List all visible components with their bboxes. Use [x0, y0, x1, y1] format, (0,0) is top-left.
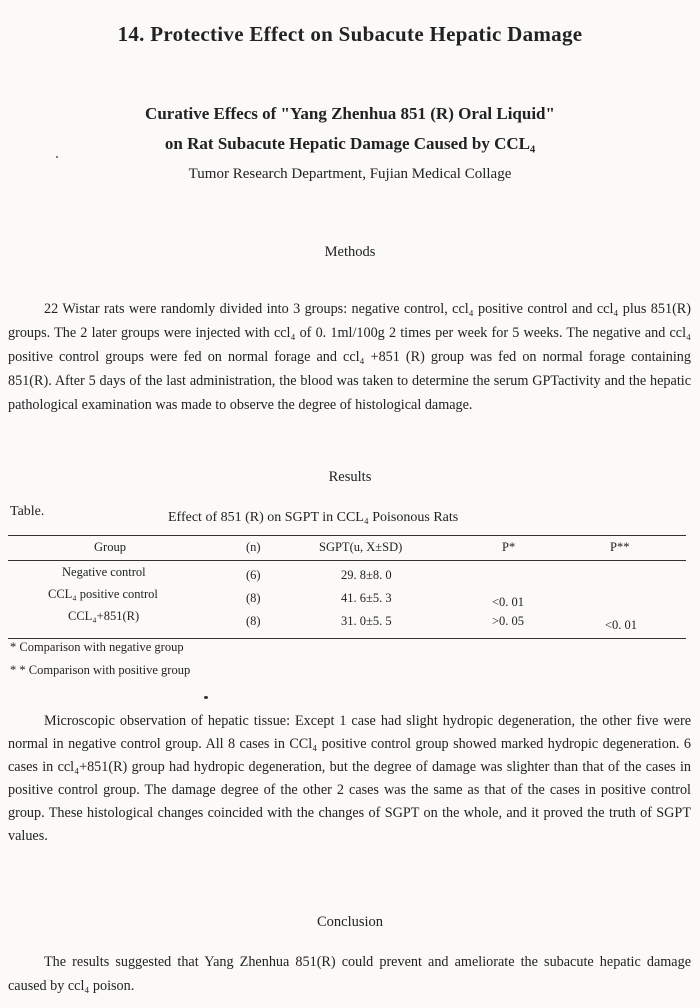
- table-header-rule: [8, 560, 686, 561]
- table-footnote-negative: * Comparison with negative group: [10, 640, 184, 654]
- row-n: (8): [246, 614, 261, 628]
- row-n: (6): [246, 568, 261, 582]
- print-speck: [56, 156, 58, 158]
- row-p1: >0. 05: [492, 614, 525, 628]
- methods-paragraph: 22 Wistar rats were randomly divided into 3 groups: negative control, ccl₄ positive control and ccl₄ plus 851(R) groups. The 2 later groups were injected with ccl₄ of 0. 1ml/100g 2 times per week for 5 weeks. The negative and ccl₄ positive control groups were fed on normal forage and ccl₄ +851 (R) group was fed on normal forage containing 851(R). After 5 days of the last administration, the blood was taken to determine the serum GPTactivity and the hepatic pathological examination was made to observe the degree of histological damage.: [8, 301, 691, 413]
- section-title: 14. Protective Effect on Subacute Hepatic Damage: [117, 22, 583, 46]
- affiliation: Tumor Research Department, Fujian Medical Collage: [188, 166, 512, 182]
- row-group: Negative control: [62, 565, 146, 579]
- column-header-p1: P*: [502, 540, 516, 554]
- table-caption: Effect of 851 (R) on SGPT in CCL₄ Poisonous Rats: [168, 510, 459, 525]
- row-n: (8): [246, 591, 261, 605]
- row-group: CCL₄ positive control: [48, 587, 158, 601]
- article-title-line-1: Curative Effecs of "Yang Zhenhua 851 (R) Oral Liquid": [145, 104, 555, 123]
- conclusion-paragraph: The results suggested that Yang Zhenhua 851(R) could prevent and ameliorate the subacute hepatic damage caused by ccl₄ poison.: [8, 954, 691, 994]
- row-p1: <0. 01: [492, 595, 525, 609]
- methods-heading: Methods: [324, 244, 376, 260]
- print-speck: [204, 696, 208, 699]
- table-bottom-rule: [8, 638, 686, 639]
- column-header-p2: P**: [610, 540, 630, 554]
- results-heading: Results: [328, 469, 372, 485]
- row-group: CCL₄+851(R): [68, 609, 140, 623]
- column-header-group: Group: [94, 540, 126, 554]
- column-header-n: (n): [246, 540, 261, 554]
- row-p2: <0. 01: [605, 618, 638, 632]
- column-header-sgpt: SGPT(u, X±SD): [319, 540, 403, 554]
- table-label: Table.: [10, 504, 45, 519]
- article-title-line-2: on Rat Subacute Hepatic Damage Caused by CCL₄: [164, 134, 536, 153]
- row-sgpt: 41. 6±5. 3: [341, 591, 392, 605]
- conclusion-heading: Conclusion: [316, 914, 384, 930]
- table-footnote-positive: * * Comparison with positive group: [10, 663, 191, 677]
- row-sgpt: 31. 0±5. 5: [341, 614, 392, 628]
- microscopic-paragraph: Microscopic observation of hepatic tissue: Except 1 case had slight hydropic degeneration, the other five were normal in negative control group. All 8 cases in CCl₄ positive control group showed marked hydropic degeneration. 6 cases in ccl₄+851(R) group had hydropic degeneration, but the degree of damage was slighter than that of the cases in positive control group. The damage degree of the other 2 cases was the same as that of the cases in positive control group. These histological changes coincided with the changes of SGPT on the whole, and it proved the truth of SGPT values.: [8, 713, 691, 844]
- row-sgpt: 29. 8±8. 0: [341, 568, 392, 582]
- table-top-rule: [8, 535, 686, 536]
